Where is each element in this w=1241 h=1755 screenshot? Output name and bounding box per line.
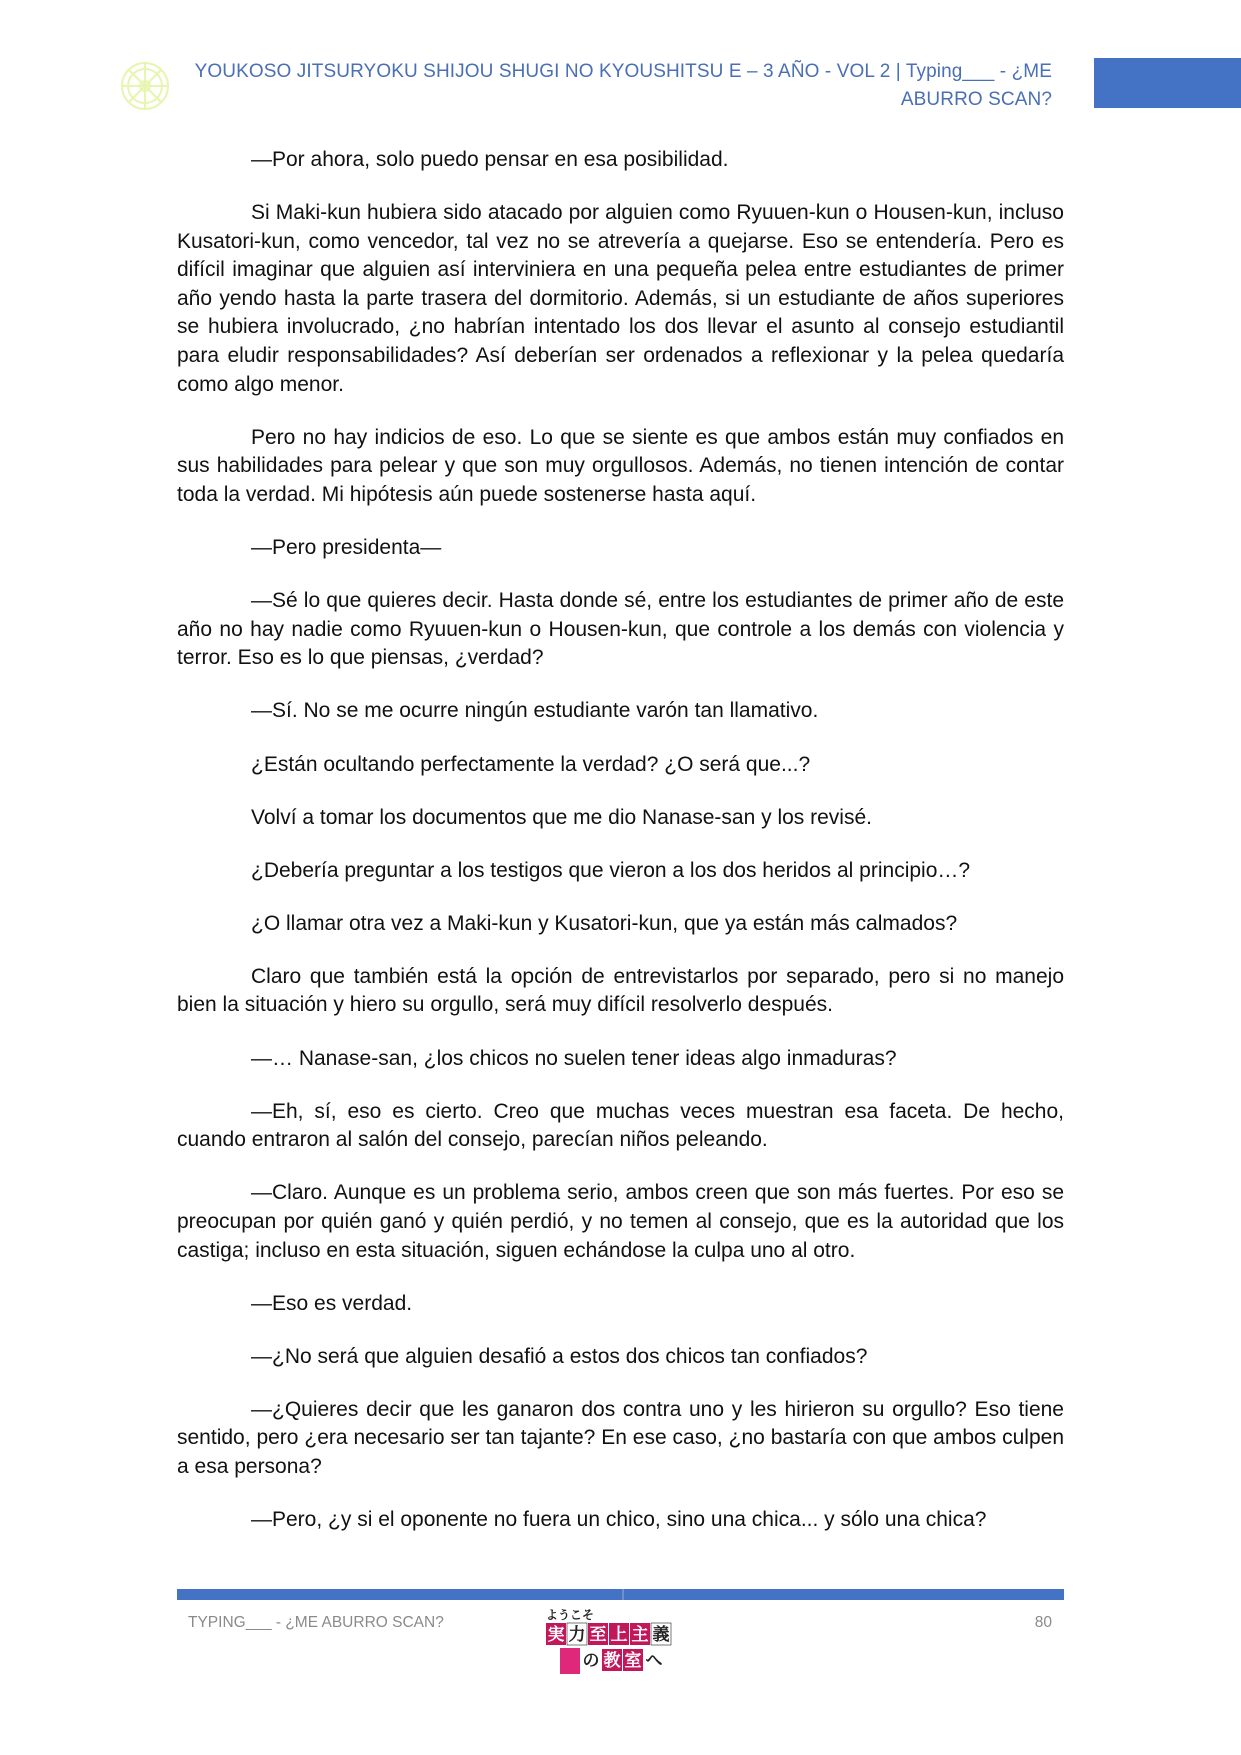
header-accent-bar	[1094, 58, 1241, 108]
svg-text:主: 主	[631, 1625, 649, 1645]
paragraph: —¿No será que alguien desafió a estos dos chicos tan confiados?	[251, 1344, 868, 1368]
paragraph: ¿Debería preguntar a los testigos que vieron a los dos heridos al principio…?	[251, 858, 971, 882]
paragraph: ¿O llamar otra vez a Maki-kun y Kusatori-kun, que ya están más calmados?	[251, 911, 958, 935]
paragraph: —Eso es verdad.	[251, 1291, 413, 1315]
dharma-wheel-icon	[119, 60, 171, 112]
header-title-line-2: ABURRO SCAN?	[900, 89, 1052, 110]
header-title	[190, 58, 1052, 114]
paragraph: —Sé lo que quieres decir. Hasta donde sé, entre los estudiantes de primer año de este año no hay nadie como Ryuuen-kun o Housen-kun, que controle a los demás con violencia y terror. Eso es lo que piensas, ¿verdad?	[177, 589, 1064, 670]
paragraph: Claro que también está la opción de entrevistarlos por separado, pero si no manejo bien la situación y hiero su orgullo, será muy difícil resolverlo después.	[177, 964, 1064, 1017]
page-number: 80	[1034, 1614, 1052, 1631]
body-text	[177, 146, 1064, 1559]
paragraph: ¿Están ocultando perfectamente la verdad? ¿O será que...?	[251, 752, 811, 776]
paragraph: Pero no hay indicios de eso. Lo que se siente es que ambos están muy confiados en sus habilidades para pelear y que son muy orgullosos. Además, no tienen intención de contar toda la verdad. Mi hipótesis aún puede sostenerse hasta aquí.	[177, 425, 1064, 506]
paragraph: —Por ahora, solo puedo pensar en esa posibilidad.	[251, 148, 729, 171]
logo-row-2	[560, 1648, 663, 1674]
paragraph: —Pero presidenta—	[251, 536, 442, 560]
svg-text:の: の	[582, 1651, 600, 1671]
svg-text:至: 至	[589, 1625, 607, 1645]
paragraph: Si Maki-kun hubiera sido atacado por alguien como Ryuuen-kun o Housen-kun, incluso Kusatori-kun, como vencedor, tal vez no se atrevería a quejarse. Eso se entendería. Pero es difícil imaginar que alguien así interviniera en una pequeña pelea entre estudiantes de primer año yendo hasta la parte trasera del dormitorio. Además, si un estudiante de años superiores se hubiera involucrado, ¿no habrían intentado los dos llevar el asunto al consejo estudiantil para eludir responsabilidades? Así deberían ser ordenados a reflexionar y la pelea quedaría como algo menor.	[177, 201, 1064, 396]
paragraph: —Pero, ¿y si el oponente no fuera un chico, sino una chica... y sólo una chica?	[251, 1508, 987, 1532]
svg-text:力: 力	[568, 1625, 586, 1645]
paragraph: Volví a tomar los documentos que me dio Nanase-san y los revisé.	[251, 805, 872, 829]
svg-text:実: 実	[547, 1625, 565, 1645]
svg-text:教: 教	[603, 1651, 621, 1671]
svg-text:室: 室	[624, 1651, 642, 1671]
header-title-line-1: YOUKOSO JITSURYOKU SHIJOU SHUGI NO KYOUSHITSU E – 3 AÑO - VOL 2 | Typing___ - ¿ME	[194, 61, 1052, 82]
footer-left-text: TYPING___ - ¿ME ABURRO SCAN?	[188, 1614, 444, 1631]
paragraph: —… Nanase-san, ¿los chicos no suelen tener ideas algo inmaduras?	[251, 1046, 897, 1070]
series-logo	[546, 1606, 696, 1676]
svg-text:義: 義	[652, 1625, 670, 1645]
paragraph: —Eh, sí, eso es cierto. Creo que muchas veces muestran esa faceta. De hecho, cuando entraron al salón del consejo, parecían niños peleando.	[177, 1099, 1064, 1152]
footer-rule	[177, 1589, 1064, 1600]
paragraph: —¿Quieres decir que les ganaron dos contra uno y les hirieron su orgullo? Eso tiene sentido, pero ¿era necesario ser tan tajante? En ese caso, ¿no bastaría con que ambos culpen a esa persona?	[177, 1397, 1064, 1478]
logo-top-text: ようこそ	[546, 1608, 595, 1622]
paragraph: —Sí. No se me ocurre ningún estudiante varón tan llamativo.	[251, 699, 819, 723]
paragraph: —Claro. Aunque es un problema serio, ambos creen que son más fuertes. Por eso se preocupan por quién ganó y quién perdió, y no temen al consejo, que es la autoridad que los castiga; incluso en esta situación, siguen echándose la culpa uno al otro.	[177, 1181, 1064, 1262]
svg-text:へ: へ	[645, 1651, 663, 1671]
svg-text:上: 上	[610, 1625, 628, 1645]
logo-row-1	[546, 1623, 671, 1645]
